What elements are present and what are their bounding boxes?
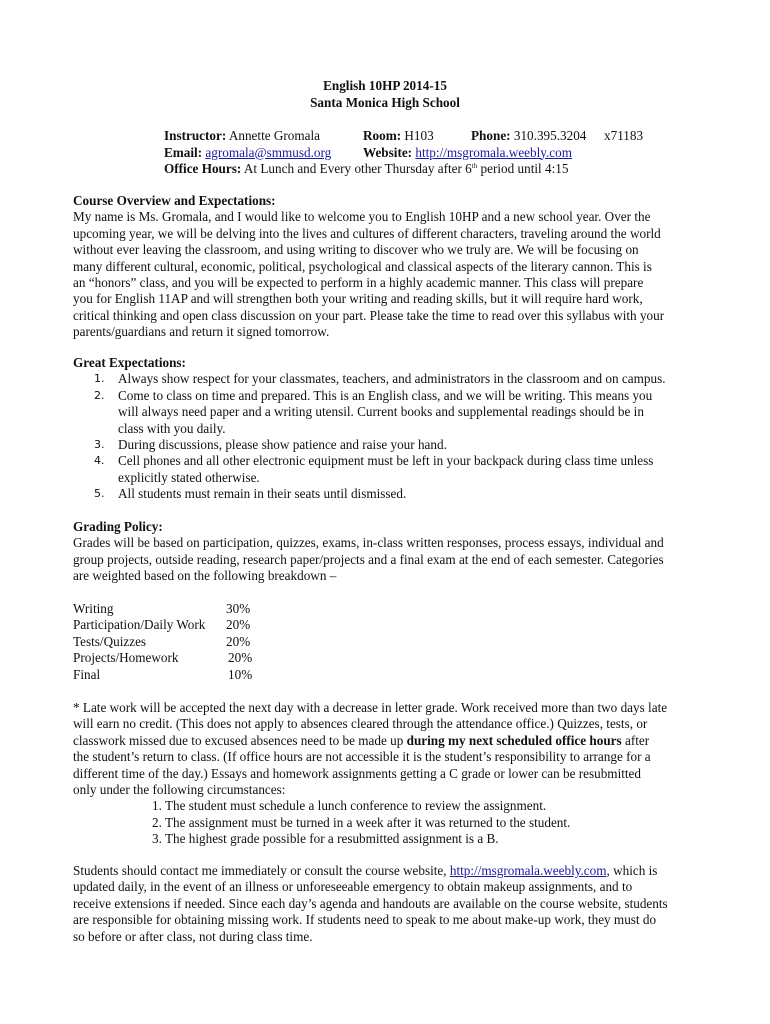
grade-breakdown [73,601,703,684]
late-work-line: different time of the day.) Essays and homework assignments getting a C grade or lower can be resubmitted [73,765,642,781]
overview-line: an “honors” class, and you will be expected to perform in a highly academic manner. This class will prepare [73,275,644,291]
phone-label: Phone: [471,128,511,143]
list-item: 3. The highest grade possible for a resubmitted assignment is a B. [152,831,499,847]
late-work-line: the student’s return to class. (If office hours are not accessible it is the student’s responsibility to arrange for a [73,749,651,765]
room-value: H103 [404,128,434,143]
overview-line: critical thinking and open class discussion on your part. Please take the time to read over this syllabus with your [73,307,665,323]
late-work-line: * Late work will be accepted the next day with a decrease in letter grade. Work received more than two days late [73,700,668,715]
list-item: 5. All students must remain in their seats until dismissed. [94,486,407,502]
header-row-1 [164,128,724,145]
contact-line: updated daily, in the event of an illness or unforeseeable emergency to obtain makeup assignments, and to [73,879,633,895]
overview-line: parents/guardians and return it signed tomorrow. [73,324,330,340]
expectations-list [73,371,703,502]
office-hours-label: Office Hours: [164,161,242,177]
grading-line: are weighted based on the following breakdown – [73,568,337,584]
instructor-label: Instructor: [164,128,227,143]
late-work-line: only under the following circumstances: [73,782,286,798]
late-work-line: will earn no credit. (This does not apply to absences cleared through the attendance office.) Quizzes, tests, or [73,716,648,732]
late-work-section [73,700,703,848]
contact-header [164,128,724,178]
table-row: Tests/Quizzes 20% [73,633,251,649]
list-item: 2. Come to class on time and prepared. This is an English class, and we will be writing. This means you will always need paper and a writing utensil. Current books and supplemental readings should be in class with you daily. [94,387,653,436]
table-row: Writing 30% [73,600,251,616]
school-name: Santa Monica High School [310,95,460,110]
contact-section [73,863,703,945]
website-link[interactable]: http://msgromala.weebly.com [415,144,573,160]
website-label: Website: [363,144,413,160]
table-row: Participation/Daily Work 20% [73,617,251,633]
grading-line: group projects, outside reading, research paper/projects and a final exam at the end of each semester. Categories [73,551,664,567]
overview-line: many different cultural, economic, political, psychological and classical aspects of the literary cannon. This is [73,258,652,274]
header-row-2 [164,145,724,162]
expectations-heading: Great Expectations: [73,355,186,370]
table-row: Final 10% [73,667,253,682]
contact-line: are responsible for obtaining missing work. If students need to speak to me about make-up work, they must do [73,912,657,928]
email-link[interactable]: agromala@smmusd.org [205,144,332,160]
overview-line: upcoming year, we will be delving into the lives and cultures of different characters, traveling around the world [73,225,661,241]
overview-heading: Course Overview and Expectations: [73,193,276,208]
list-item: 1. The student must schedule a lunch conference to review the assignment. [152,798,547,814]
office-hours-value: At Lunch and Every other Thursday after 6th period until 4:15 [243,161,569,177]
overview-line: without ever leaving the classroom, and using writing to discover who we truly are. We will be focusing on [73,242,639,258]
expectations-section [73,355,703,503]
header-row-3 [164,161,724,178]
contact-line: so before or after class, not during class time. [73,928,313,944]
list-item: 4. Cell phones and all other electronic equipment must be left in your backpack during class time unless explicitly stated otherwise. [94,453,654,485]
list-item: 1. Always show respect for your classmates, teachers, and administrators in the classroom and on campus. [94,371,666,387]
course-title: English 10HP 2014-15 [323,78,447,93]
email-label: Email: [164,144,203,160]
grading-heading: Grading Policy: [73,519,163,534]
contact-line: Students should contact me immediately or consult the course website, http://msgromala.weebly.com, which is [73,863,658,878]
list-item: 3. During discussions, please show patience and raise your hand. [94,437,447,453]
course-website-link[interactable]: http://msgromala.weebly.com [449,863,607,878]
list-item: 2. The assignment must be turned in a week after it was returned to the student. [152,814,571,830]
phone-value: 310.395.3204 [513,128,587,143]
late-work-line: classwork missed due to excused absences need to be made up during my next scheduled office hours after [73,732,650,748]
room-label: Room: [363,128,402,143]
instructor-name: Annette Gromala [228,128,321,143]
overview-line: you for English 11AP and will strengthen both your writing and reading skills, but it will require hard work, [73,291,643,307]
phone-ext: x71183 [604,128,644,143]
grading-line: Grades will be based on participation, quizzes, exams, in-class written responses, process essays, individual and [73,535,664,551]
grading-section [73,519,703,684]
contact-line: receive extensions if needed. Since each day’s agenda and handouts are available on the course website, students [73,895,668,911]
table-row: Projects/Homework 20% [73,650,253,666]
overview-line: My name is Ms. Gromala, and I would like to welcome you to English 10HP and a new school year. Over the [73,209,651,225]
overview-section [73,193,703,341]
